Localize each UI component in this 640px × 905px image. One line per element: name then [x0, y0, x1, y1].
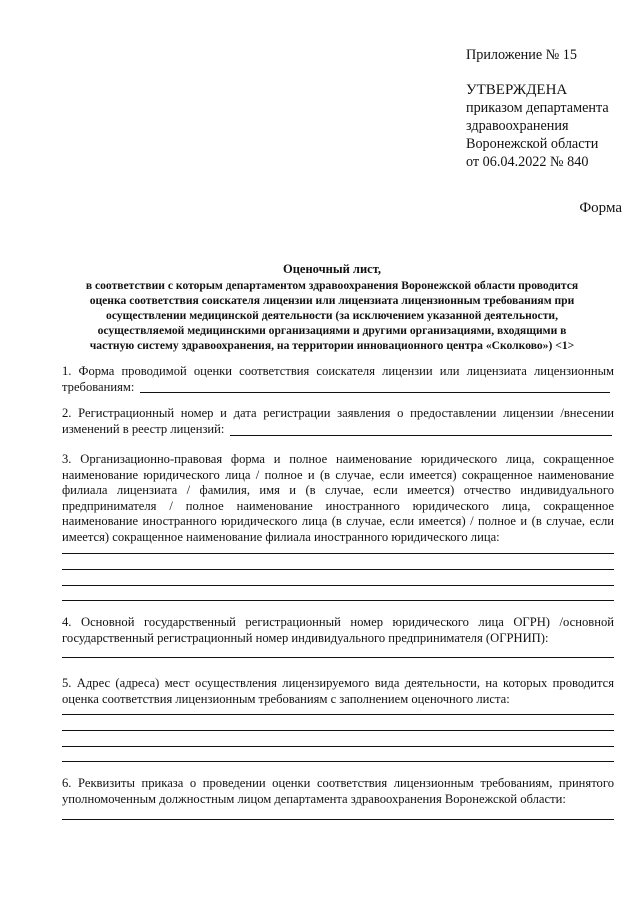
fill-line[interactable]: [62, 819, 614, 820]
title-line: осуществляемой медицинскими организациями и другими организациями, входящими в: [97, 324, 567, 337]
section-6-text: 6. Реквизиты приказа о проведении оценки соответствия лицензионным требованиям, принятого уполномоченным должностным лицом департамента здравоохранения Воронежской области:: [62, 776, 614, 806]
section-2-text: 2. Регистрационный номер и дата регистрации заявления о предоставлении лицензии /внесении изменений в реестр лицензий:: [62, 406, 614, 436]
section-6: [62, 776, 614, 807]
approval-block: [466, 46, 636, 171]
title-line: оценка соответствия соискателя лицензии или лицензиата лицензионным требованиям при: [89, 294, 575, 307]
annex-number: Приложение № 15: [466, 47, 577, 63]
fill-line[interactable]: [62, 585, 614, 586]
fill-line[interactable]: [62, 569, 614, 570]
section-1-text: 1. Форма проводимой оценки соответствия соискателя лицензии или лицензиата лицензионным требованиям:: [62, 364, 614, 394]
title-line: осуществлении медицинской деятельности (за исключением указанной деятельности,: [106, 309, 558, 322]
section-3: [62, 452, 614, 546]
fill-line[interactable]: [62, 600, 614, 601]
document-title: [42, 262, 622, 353]
fill-line[interactable]: [230, 435, 612, 436]
section-2: [62, 406, 614, 437]
section-5-text: 5. Адрес (адреса) мест осуществления лицензируемого вида деятельности, на которых проводится оценка соответствия лицензионным требованиям с заполнением оценочного листа:: [62, 676, 614, 706]
section-4-text: 4. Основной государственный регистрационный номер юридического лица ОГРН) /основной государственный регистрационный номер индивидуального предпринимателя (ОГРНИП):: [62, 615, 614, 645]
title-line: частную систему здравоохранения, на территории инновационного центра «Сколково») <1>: [89, 339, 575, 352]
title-main: Оценочный лист,: [282, 262, 382, 276]
fill-line[interactable]: [62, 730, 614, 731]
fill-line[interactable]: [62, 657, 614, 658]
section-3-text: 3. Организационно-правовая форма и полное наименование юридического лица, сокращенное наименование юридического лица / полное и (в случае, если имеется) сокращенное наименование филиала лицензиата / фамилия, имя и (в случае, если имеется) отчество индивидуального предпринимателя / полное наименование иностранного юридического лица, сокращенное наименование иностранного юридического лица (в случае, если имеется) / полное и (в случае, если имеется) сокращенное наименование филиала иностранного юридического лица:: [62, 452, 614, 544]
fill-line[interactable]: [62, 746, 614, 747]
form-label: Форма: [579, 200, 622, 216]
title-line: в соответствии с которым департаментом здравоохранения Воронежской области проводится: [85, 279, 579, 292]
fill-line[interactable]: [62, 553, 614, 554]
fill-line[interactable]: [62, 761, 614, 762]
approval-line: здравоохранения: [466, 118, 569, 134]
approved-label: УТВЕРЖДЕНА: [466, 82, 568, 98]
approval-line: Воронежской области: [466, 136, 599, 152]
fill-line[interactable]: [140, 392, 610, 393]
section-4: [62, 615, 614, 646]
section-5: [62, 676, 614, 707]
approval-date: от 06.04.2022 № 840: [466, 154, 589, 170]
section-1: [62, 364, 614, 395]
fill-line[interactable]: [62, 714, 614, 715]
approval-line: приказом департамента: [466, 100, 609, 116]
